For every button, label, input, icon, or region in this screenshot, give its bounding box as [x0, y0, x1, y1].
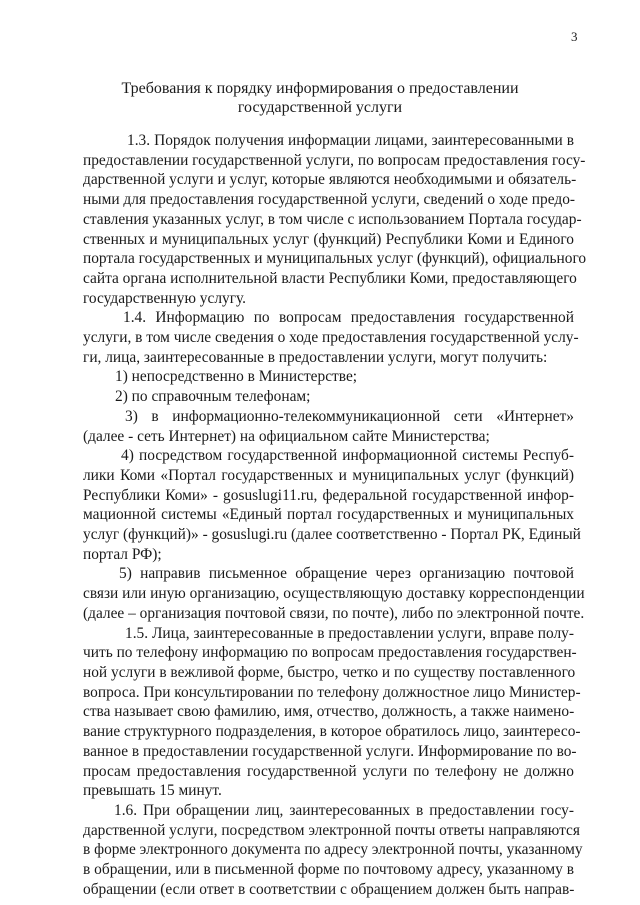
title-line: государственной услуги [237, 99, 403, 116]
text-line: 1.3. Порядок получения информации лицами, заинтересованными в [127, 132, 574, 149]
list-item-4 [83, 446, 581, 564]
text-line: вание структурного подразделения, в которое обратилось лицо, заинтересо- [83, 723, 581, 741]
text-line: услуги, в том числе сведения о ходе предоставления государственной услу- [83, 329, 579, 347]
text-line: превышать 15 минут. [83, 782, 222, 800]
text-line: лики Коми «Портал государственных и муниципальных услуг (функций) [83, 466, 574, 484]
text-line: обращении (если ответ в соответствии с обращением должен быть направ- [83, 880, 575, 898]
text-line: в обращении, или в письменной форме по почтовому адресу, указанному в [83, 861, 574, 879]
text-line: дарственной услуги и услуг, которые являются необходимыми и обязатель- [83, 171, 577, 189]
text-line: (далее - сеть Интернет) на официальном сайте Министерства; [83, 427, 490, 445]
text-line: 3) в информационно-телекоммуникационной сети «Интернет» [125, 407, 574, 425]
text-line: ными для предоставления государственной услуги, сведений о ходе предо- [83, 191, 576, 209]
text-line: в форме электронного документа по адресу электронной почты, указанному [83, 841, 583, 859]
list-item-2 [83, 387, 574, 407]
text-line: просам предоставления государственной услуги по телефону не должно [83, 762, 574, 780]
text-line: чить по телефону информацию по вопросам предоставления государствен- [83, 644, 577, 662]
list-item-5 [83, 564, 585, 623]
text-line: портала государственных и муниципальных услуг (функций), официального [83, 250, 587, 268]
text-line: 4) посредством государственной информационной системы Респуб- [121, 447, 574, 465]
title-line: Требования к порядку информирования о предоставлении [121, 80, 519, 97]
document-title [0, 79, 640, 117]
text-line: дарственной услуги, посредством электронной почты ответы направляются [83, 821, 580, 839]
text-line: 1.5. Лица, заинтересованные в предоставлении услуги, вправе полу- [125, 624, 574, 642]
text-line: услуг (функций)» - gosuslugi.ru (далее соответственно - Портал РК, Единый [83, 526, 581, 544]
paragraph-1-3 [83, 131, 587, 308]
text-line: ства называет свою фамилию, имя, отчество, должность, а также наимено- [83, 703, 575, 721]
document-body [83, 131, 587, 899]
text-line: связи или иную организацию, осуществляющую доставку корреспонденции [83, 585, 585, 603]
text-line: мационной системы «Единый портал государственных и муниципальных [83, 506, 574, 524]
text-line: ставления указанных услуг, в том числе с использованием Портала государ- [83, 210, 582, 228]
text-line: ной услуги в вежливой форме, быстро, четко и по существу поставленного [83, 663, 576, 681]
text-line: ги, лица, заинтересованные в предоставлении услуги, могут получить: [83, 348, 548, 366]
text-line: портал РФ); [83, 545, 162, 563]
paragraph-1-6 [83, 801, 583, 900]
text-line: 1) непосредственно в Министерстве; [115, 368, 358, 386]
text-line: 1.4. Информацию по вопросам предоставления государственной [123, 309, 574, 327]
paragraph-1-4 [83, 308, 579, 367]
text-line: (далее – организация почтовой связи, по почте), либо по электронной почте. [83, 604, 585, 622]
paragraph-1-5 [83, 624, 581, 801]
text-line: 2) по справочным телефонам; [115, 388, 311, 406]
text-line: ственных и муниципальных услуг (функций) Республики Коми и Единого [83, 230, 574, 248]
page-number: 3 [571, 29, 578, 44]
list-item-3 [83, 407, 574, 446]
text-line: сайта органа исполнительной власти Республики Коми, предоставляющего [83, 269, 577, 287]
text-line: Республики Коми» - gosuslugi11.ru, федеральной государственной инфор- [83, 486, 574, 504]
text-line: ванное в предоставлении государственной услуги. Информирование по во- [83, 742, 577, 760]
text-line: вопроса. При консультировании по телефону должностное лицо Министер- [83, 683, 581, 701]
text-line: 1.6. При обращении лиц, заинтересованных в предоставлении госу- [114, 801, 574, 819]
text-line: государственную услугу. [83, 289, 247, 307]
text-line: предоставлении государственной услуги, по вопросам предоставления госу- [83, 151, 586, 169]
text-line: 5) направив письменное обращение через организацию почтовой [119, 565, 574, 583]
list-item-1 [83, 367, 574, 387]
